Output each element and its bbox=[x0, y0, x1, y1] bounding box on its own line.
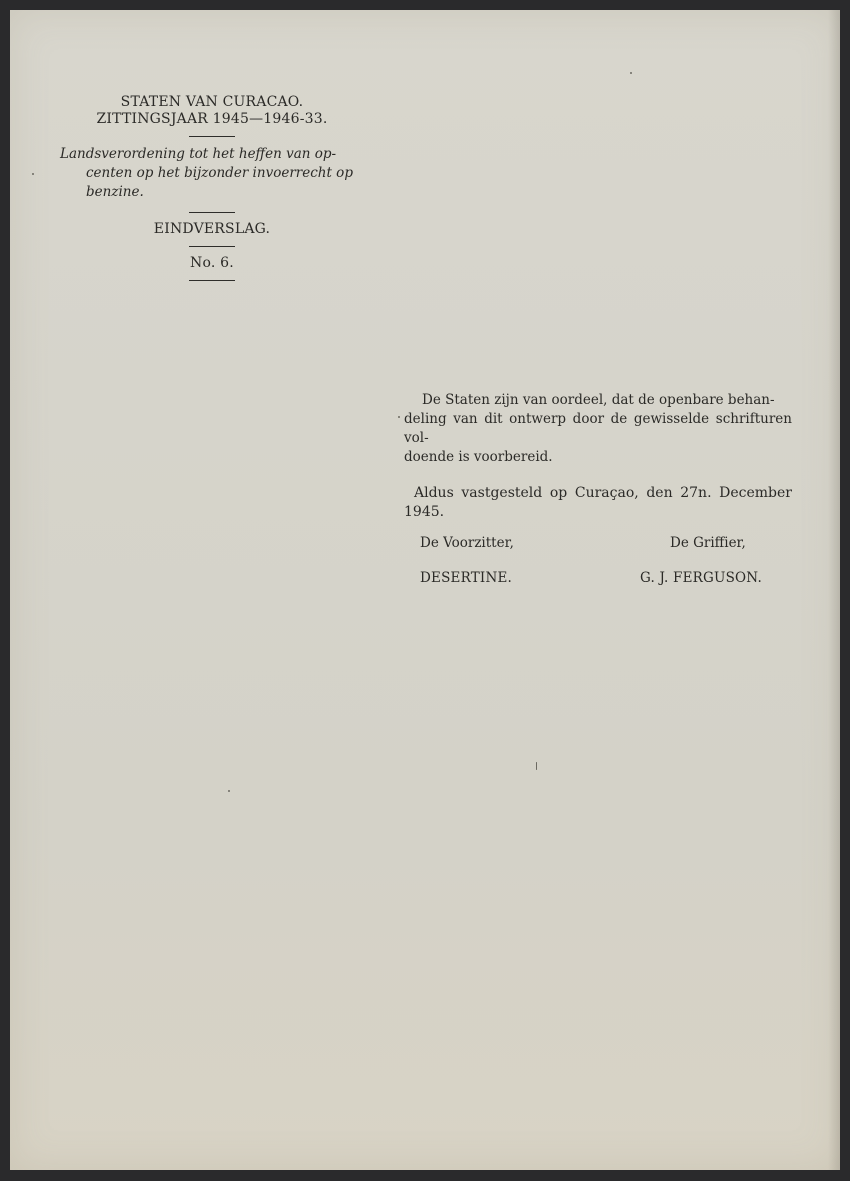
chairman-role: De Voorzitter, bbox=[420, 535, 514, 551]
paper-speck bbox=[32, 173, 34, 175]
subject-line: Landsverordening tot het heffen van op- bbox=[60, 146, 337, 162]
paper-speck bbox=[228, 790, 230, 792]
page-edge-shadow bbox=[828, 10, 840, 1170]
subject-text bbox=[60, 145, 362, 202]
divider-rule bbox=[189, 212, 235, 213]
document-header bbox=[62, 94, 362, 289]
subject-line: benzine. bbox=[86, 184, 144, 200]
paper-speck bbox=[398, 416, 400, 418]
report-number: No. 6. bbox=[190, 255, 234, 271]
body-line: De Staten zijn van oordeel, dat de openbare behan- bbox=[422, 392, 775, 408]
clerk-role: De Griffier, bbox=[670, 535, 746, 551]
clerk-name: G. J. FERGUSON. bbox=[640, 570, 762, 586]
divider-rule bbox=[189, 246, 235, 247]
report-type: EINDVERSLAG. bbox=[153, 221, 271, 237]
divider-rule bbox=[189, 136, 235, 137]
adoption-line: Aldus vastgesteld op Curaçao, den 27n. December 1945. bbox=[404, 485, 792, 520]
body-line: doende is voorbereid. bbox=[404, 449, 553, 465]
subject-line: centen op het bijzonder invoerrecht op bbox=[86, 165, 353, 181]
session-line: ZITTINGSJAAR 1945—1946-33. bbox=[96, 111, 328, 127]
signature-roles bbox=[404, 534, 792, 554]
chairman-name: DESERTINE. bbox=[420, 570, 513, 586]
paper-speck bbox=[630, 72, 632, 74]
report-body bbox=[404, 391, 792, 589]
body-line: deling van dit ontwerp door de gewisselde schrifturen vol- bbox=[404, 411, 792, 446]
document-title: STATEN VAN CURACAO. bbox=[120, 94, 304, 110]
divider-rule bbox=[189, 280, 235, 281]
signature-names bbox=[404, 569, 792, 589]
document-page bbox=[10, 10, 840, 1170]
paper-speck bbox=[536, 762, 537, 770]
